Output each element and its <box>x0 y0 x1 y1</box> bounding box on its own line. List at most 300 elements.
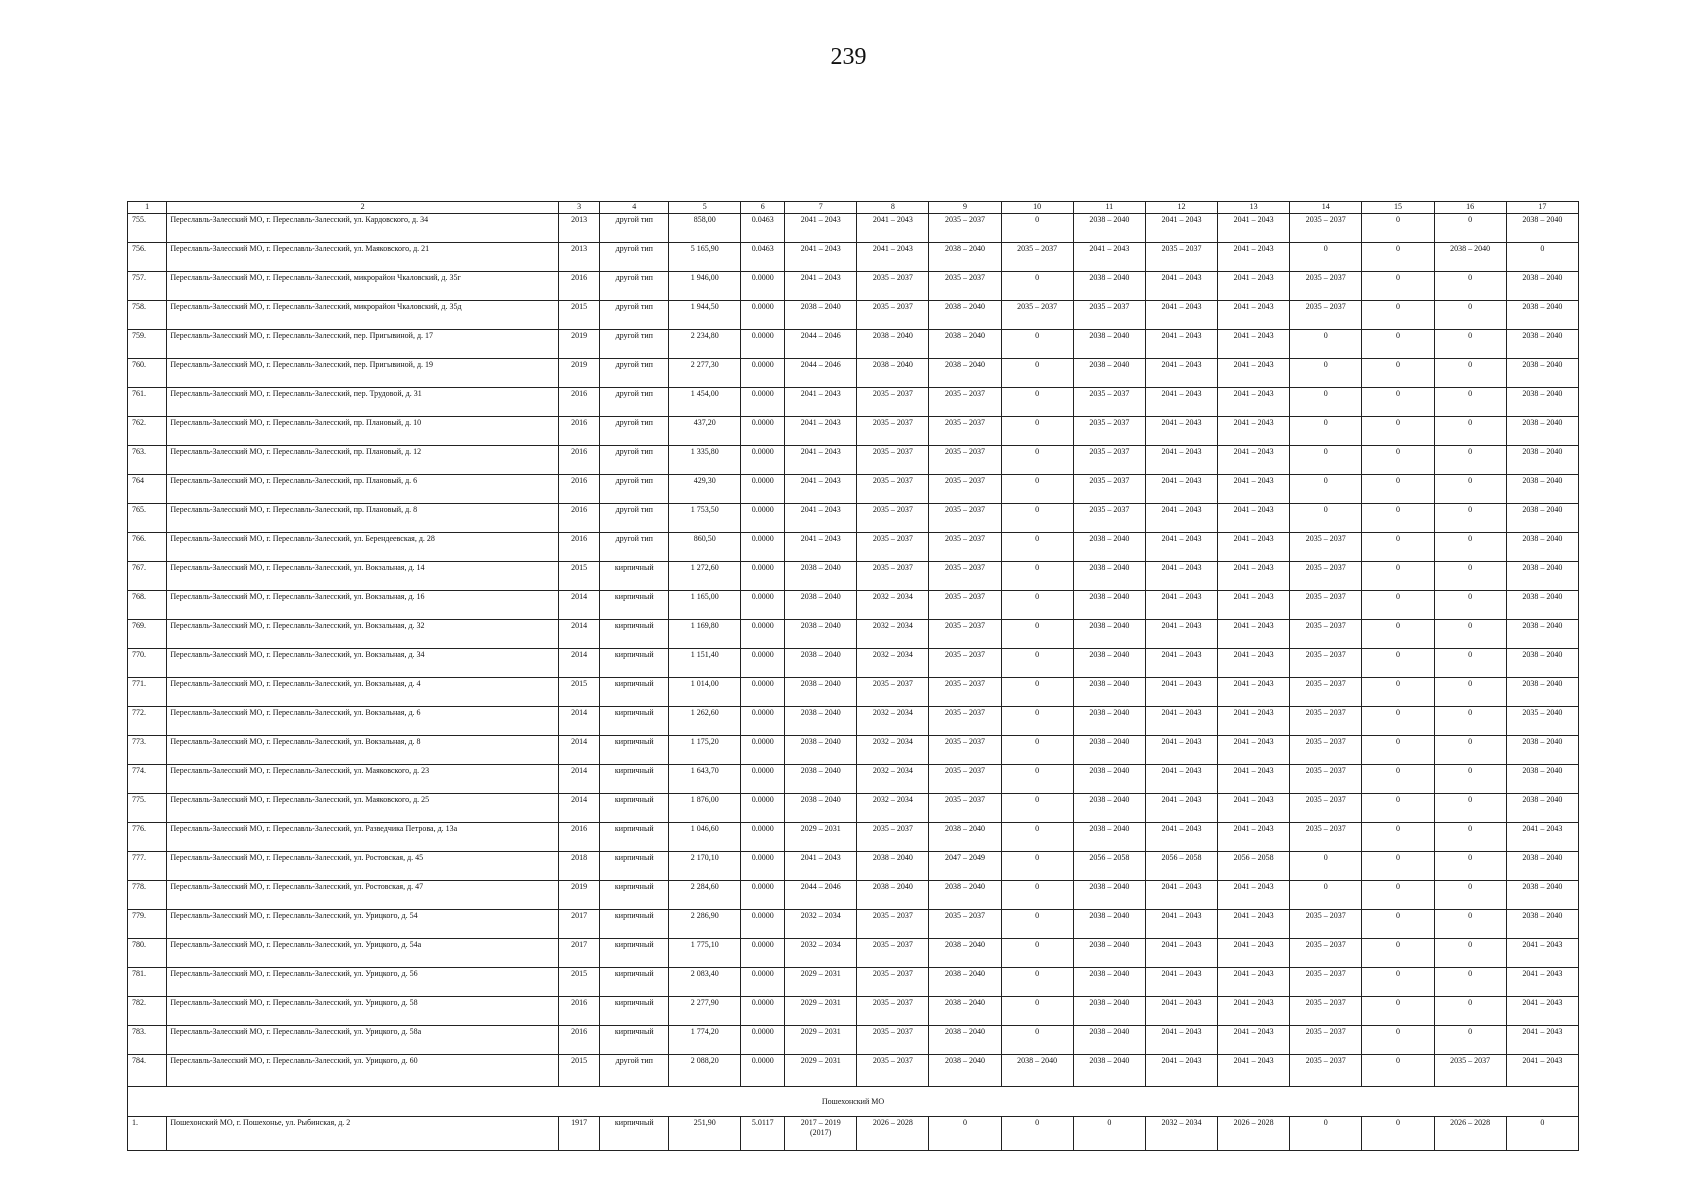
address-cell: Переславль-Залесский МО, г. Переславль-Залесский, ул. Вокзальная, д. 14 <box>167 562 558 591</box>
table-cell: другой тип <box>600 504 669 533</box>
table-cell: 2035 – 2037 <box>1290 823 1362 852</box>
table-cell: 0 <box>1001 968 1073 997</box>
table-container <box>127 201 1579 1151</box>
table-cell: 0 <box>1362 243 1434 272</box>
table-cell: 2041 – 2043 <box>1145 446 1217 475</box>
table-cell: 0 <box>1434 562 1506 591</box>
column-number: 13 <box>1218 202 1290 214</box>
table-cell: 2041 – 2043 <box>1218 1055 1290 1087</box>
table-cell: 1 169,80 <box>669 620 741 649</box>
table-cell: 0.0000 <box>741 620 785 649</box>
table-cell: 2035 – 2037 <box>929 446 1001 475</box>
table-row <box>128 330 1579 359</box>
table-row <box>128 591 1579 620</box>
table-cell: 0 <box>1290 330 1362 359</box>
table-cell: 2035 – 2037 <box>1145 243 1217 272</box>
table-cell: 2038 – 2040 <box>1073 562 1145 591</box>
table-cell: 0 <box>1001 388 1073 417</box>
table-cell: 0.0000 <box>741 533 785 562</box>
table-cell: 2035 – 2037 <box>1073 301 1145 330</box>
table-cell: 2038 – 2040 <box>929 939 1001 968</box>
table-cell: 2029 – 2031 <box>785 997 857 1026</box>
table-cell: 2041 – 2043 <box>1145 823 1217 852</box>
table-cell: 2041 – 2043 <box>785 388 857 417</box>
table-cell: 0 <box>1434 330 1506 359</box>
table-cell: 2035 – 2037 <box>857 301 929 330</box>
table-cell: 2035 – 2037 <box>929 562 1001 591</box>
row-number: 771. <box>128 678 167 707</box>
table-cell: 2035 – 2037 <box>1290 997 1362 1026</box>
table-cell: 0.0463 <box>741 214 785 243</box>
table-cell: 0 <box>1506 1117 1578 1151</box>
table-cell: 2041 – 2043 <box>1145 910 1217 939</box>
table-cell: 2038 – 2040 <box>1506 765 1578 794</box>
table-cell: 5.0117 <box>741 1117 785 1151</box>
table-row <box>128 852 1579 881</box>
row-number: 772. <box>128 707 167 736</box>
table-cell: 0 <box>1362 359 1434 388</box>
table-cell: 2038 – 2040 <box>1506 620 1578 649</box>
table-cell: 0 <box>1290 504 1362 533</box>
table-cell: 2035 – 2037 <box>929 417 1001 446</box>
table-cell: кирпичный <box>600 678 669 707</box>
table-cell: кирпичный <box>600 997 669 1026</box>
table-cell: 0 <box>1434 707 1506 736</box>
table-cell: 0.0000 <box>741 504 785 533</box>
table-cell: 2041 – 2043 <box>785 533 857 562</box>
row-number: 1. <box>128 1117 167 1151</box>
table-cell: 2035 – 2037 <box>929 591 1001 620</box>
table-cell: 2041 – 2043 <box>1218 794 1290 823</box>
table-cell: 0 <box>1290 1117 1362 1151</box>
address-cell: Переславль-Залесский МО, г. Переславль-Залесский, ул. Вокзальная, д. 4 <box>167 678 558 707</box>
table-cell: 2041 – 2043 <box>1218 272 1290 301</box>
row-number: 779. <box>128 910 167 939</box>
table-cell: 2041 – 2043 <box>1218 504 1290 533</box>
table-cell: 2038 – 2040 <box>1073 359 1145 388</box>
table-cell: 2038 – 2040 <box>1073 968 1145 997</box>
table-cell: 2035 – 2037 <box>1290 272 1362 301</box>
table-cell: 2035 – 2037 <box>929 910 1001 939</box>
table-row <box>128 997 1579 1026</box>
table-cell: 2041 – 2043 <box>1145 997 1217 1026</box>
table-cell: 0 <box>1290 359 1362 388</box>
table-cell: 2041 – 2043 <box>785 446 857 475</box>
table-cell: 0 <box>1001 1026 1073 1055</box>
table-cell: 2041 – 2043 <box>785 272 857 301</box>
table-cell: 2044 – 2046 <box>785 359 857 388</box>
table-cell: 2041 – 2043 <box>1145 533 1217 562</box>
row-number: 762. <box>128 417 167 446</box>
table-cell: 2041 – 2043 <box>785 243 857 272</box>
table-cell: 2 277,30 <box>669 359 741 388</box>
table-cell: 2041 – 2043 <box>1218 359 1290 388</box>
column-number: 1 <box>128 202 167 214</box>
housing-repair-schedule-table <box>127 201 1579 1151</box>
table-cell: 2038 – 2040 <box>929 881 1001 910</box>
row-number: 757. <box>128 272 167 301</box>
table-cell: 2014 <box>558 620 600 649</box>
table-cell: 2 088,20 <box>669 1055 741 1087</box>
table-cell: 2038 – 2040 <box>1506 794 1578 823</box>
table-cell: 0 <box>1506 243 1578 272</box>
table-cell: другой тип <box>600 330 669 359</box>
row-number: 777. <box>128 852 167 881</box>
table-cell: 2041 – 2043 <box>1145 301 1217 330</box>
table-cell: 0 <box>1362 910 1434 939</box>
table-cell: 0 <box>1290 446 1362 475</box>
row-number: 775. <box>128 794 167 823</box>
table-cell: 2013 <box>558 243 600 272</box>
table-cell: кирпичный <box>600 852 669 881</box>
table-cell: 2035 – 2037 <box>857 823 929 852</box>
row-number: 767. <box>128 562 167 591</box>
table-cell: 2016 <box>558 533 600 562</box>
table-cell: 2041 – 2043 <box>1218 388 1290 417</box>
table-cell: 2038 – 2040 <box>1073 765 1145 794</box>
table-cell: 0 <box>1434 417 1506 446</box>
table-cell: 251,90 <box>669 1117 741 1151</box>
table-cell: 0 <box>1290 388 1362 417</box>
table-cell: 0.0000 <box>741 359 785 388</box>
table-cell: 0 <box>1001 939 1073 968</box>
table-cell: 2035 – 2037 <box>857 1026 929 1055</box>
table-cell: 2038 – 2040 <box>1506 446 1578 475</box>
table-cell: кирпичный <box>600 910 669 939</box>
address-cell: Переславль-Залесский МО, г. Переславль-Залесский, ул. Разведчика Петрова, д. 13а <box>167 823 558 852</box>
table-row <box>128 620 1579 649</box>
table-cell: 0 <box>1362 997 1434 1026</box>
table-cell: 2041 – 2043 <box>1218 1026 1290 1055</box>
table-cell: 2041 – 2043 <box>1218 678 1290 707</box>
column-number: 6 <box>741 202 785 214</box>
row-number: 783. <box>128 1026 167 1055</box>
row-number: 773. <box>128 736 167 765</box>
column-number: 16 <box>1434 202 1506 214</box>
table-cell: 0 <box>1434 591 1506 620</box>
table-cell: 2041 – 2043 <box>1145 968 1217 997</box>
table-cell: 860,50 <box>669 533 741 562</box>
table-cell: 2038 – 2040 <box>1073 620 1145 649</box>
table-cell: 2019 <box>558 881 600 910</box>
table-cell: 0.0000 <box>741 1026 785 1055</box>
table-cell: 2056 – 2058 <box>1073 852 1145 881</box>
table-cell: 2041 – 2043 <box>1218 968 1290 997</box>
table-cell: 0 <box>1434 446 1506 475</box>
period-year: (2017) <box>810 1128 832 1137</box>
table-cell: 2038 – 2040 <box>929 1026 1001 1055</box>
table-cell: 2041 – 2043 <box>785 852 857 881</box>
table-cell: 0.0000 <box>741 968 785 997</box>
table-cell: 2026 – 2028 <box>1434 1117 1506 1151</box>
table-cell: 2041 – 2043 <box>1145 794 1217 823</box>
table-cell: 2041 – 2043 <box>1218 301 1290 330</box>
row-number: 784. <box>128 1055 167 1087</box>
table-cell: 429,30 <box>669 475 741 504</box>
table-cell: 2038 – 2040 <box>929 301 1001 330</box>
table-cell: 2035 – 2037 <box>1001 301 1073 330</box>
table-cell: 2016 <box>558 1026 600 1055</box>
table-cell: 2041 – 2043 <box>1218 765 1290 794</box>
column-number: 7 <box>785 202 857 214</box>
table-cell: 2038 – 2040 <box>785 765 857 794</box>
table-cell: 0 <box>1001 852 1073 881</box>
table-cell: 2035 – 2037 <box>1290 707 1362 736</box>
table-cell: 2038 – 2040 <box>1073 736 1145 765</box>
table-cell: 2016 <box>558 504 600 533</box>
column-number: 5 <box>669 202 741 214</box>
table-cell: 2035 – 2037 <box>1073 504 1145 533</box>
row-number: 782. <box>128 997 167 1026</box>
table-cell: 0 <box>1362 1026 1434 1055</box>
table-cell: 2 277,90 <box>669 997 741 1026</box>
table-cell: 0.0000 <box>741 301 785 330</box>
table-cell: 2035 – 2037 <box>857 939 929 968</box>
address-cell: Переславль-Залесский МО, г. Переславль-Залесский, ул. Маяковского, д. 21 <box>167 243 558 272</box>
table-cell: 2041 – 2043 <box>785 504 857 533</box>
table-cell: 2038 – 2040 <box>1073 1026 1145 1055</box>
table-cell: 2038 – 2040 <box>929 997 1001 1026</box>
column-number: 4 <box>600 202 669 214</box>
row-number: 763. <box>128 446 167 475</box>
address-cell: Переславль-Залесский МО, г. Переславль-Залесский, ул. Вокзальная, д. 6 <box>167 707 558 736</box>
table-cell: 2041 – 2043 <box>785 475 857 504</box>
table-cell: 0 <box>1434 475 1506 504</box>
table-cell: 0 <box>1362 1117 1434 1151</box>
table-cell: 0 <box>1362 272 1434 301</box>
table-cell: 0 <box>1290 417 1362 446</box>
table-cell: 2035 – 2037 <box>1290 939 1362 968</box>
table-cell: 1 876,00 <box>669 794 741 823</box>
table-cell: 2026 – 2028 <box>857 1117 929 1151</box>
table-cell: 2038 – 2040 <box>1073 1055 1145 1087</box>
row-number: 756. <box>128 243 167 272</box>
table-cell: 1 944,50 <box>669 301 741 330</box>
table-cell: 2038 – 2040 <box>929 968 1001 997</box>
table-cell: 0 <box>1362 1055 1434 1087</box>
table-cell: 0 <box>1434 620 1506 649</box>
table-cell: 2032 – 2034 <box>857 765 929 794</box>
column-number: 2 <box>167 202 558 214</box>
table-cell: 2016 <box>558 388 600 417</box>
address-cell: Переславль-Залесский МО, г. Переславль-Залесский, ул. Урицкого, д. 58 <box>167 997 558 1026</box>
table-cell: 2035 – 2037 <box>1290 301 1362 330</box>
table-cell: 0 <box>1434 736 1506 765</box>
table-row <box>128 272 1579 301</box>
table-cell: 2015 <box>558 678 600 707</box>
row-number: 778. <box>128 881 167 910</box>
table-cell: 0 <box>1362 620 1434 649</box>
table-cell: 2016 <box>558 272 600 301</box>
table-cell: 0 <box>1362 417 1434 446</box>
table-cell: 2041 – 2043 <box>1218 214 1290 243</box>
table-cell: 2029 – 2031 <box>785 968 857 997</box>
table-cell: 2035 – 2037 <box>1290 910 1362 939</box>
table-cell: 2035 – 2037 <box>1290 591 1362 620</box>
table-cell: 2035 – 2037 <box>929 504 1001 533</box>
table-cell: 0.0000 <box>741 446 785 475</box>
table-cell: 2038 – 2040 <box>1506 591 1578 620</box>
table-cell: 1917 <box>558 1117 600 1151</box>
table-cell: 2035 – 2037 <box>1290 968 1362 997</box>
table-cell: 0 <box>1073 1117 1145 1151</box>
table-cell: 2041 – 2043 <box>1506 823 1578 852</box>
table-cell: 2035 – 2037 <box>1073 446 1145 475</box>
table-cell: 5 165,90 <box>669 243 741 272</box>
table-cell: 2038 – 2040 <box>1506 388 1578 417</box>
table-cell: другой тип <box>600 533 669 562</box>
table-cell: кирпичный <box>600 620 669 649</box>
address-cell: Переславль-Залесский МО, г. Переславль-Залесский, пр. Плановый, д. 12 <box>167 446 558 475</box>
row-number: 781. <box>128 968 167 997</box>
table-cell: 1 046,60 <box>669 823 741 852</box>
address-cell: Переславль-Залесский МО, г. Переславль-Залесский, ул. Урицкого, д. 54а <box>167 939 558 968</box>
table-cell: 0 <box>1362 214 1434 243</box>
table-cell: 2035 – 2037 <box>1434 1055 1506 1087</box>
table-cell: 2016 <box>558 475 600 504</box>
table-cell: 2041 – 2043 <box>857 243 929 272</box>
table-cell: 0 <box>1290 881 1362 910</box>
table-cell: 0.0000 <box>741 765 785 794</box>
table-cell: 0.0000 <box>741 649 785 678</box>
address-cell: Переславль-Залесский МО, г. Переславль-Залесский, ул. Кардовского, д. 34 <box>167 214 558 243</box>
table-cell: 0 <box>1434 649 1506 678</box>
table-cell: кирпичный <box>600 736 669 765</box>
table-cell: 0 <box>1001 823 1073 852</box>
table-cell: 0.0000 <box>741 388 785 417</box>
table-cell: 2032 – 2034 <box>785 939 857 968</box>
table-cell: 2035 – 2037 <box>1290 736 1362 765</box>
table-cell: 2038 – 2040 <box>1506 330 1578 359</box>
table-cell: 2016 <box>558 823 600 852</box>
table-cell: 0 <box>1434 1026 1506 1055</box>
table-cell: другой тип <box>600 301 669 330</box>
table-cell: 2038 – 2040 <box>929 823 1001 852</box>
table-cell: 0.0000 <box>741 910 785 939</box>
table-cell: 2013 <box>558 214 600 243</box>
table-cell: 0 <box>1362 649 1434 678</box>
row-number: 765. <box>128 504 167 533</box>
table-cell: 2035 – 2037 <box>929 736 1001 765</box>
table-cell: 2035 – 2037 <box>1290 533 1362 562</box>
table-row <box>128 1026 1579 1055</box>
table-cell: 2038 – 2040 <box>1073 533 1145 562</box>
column-number: 8 <box>857 202 929 214</box>
table-cell: 0 <box>1362 707 1434 736</box>
table-row <box>128 475 1579 504</box>
table-cell: 2038 – 2040 <box>1506 301 1578 330</box>
table-cell: 2035 – 2037 <box>1001 243 1073 272</box>
table-cell: 0 <box>1001 678 1073 707</box>
column-number: 12 <box>1145 202 1217 214</box>
table-cell: 2041 – 2043 <box>1145 649 1217 678</box>
table-cell: 0 <box>1434 301 1506 330</box>
table-cell: 0 <box>1434 939 1506 968</box>
table-cell: кирпичный <box>600 968 669 997</box>
table-cell: 1 175,20 <box>669 736 741 765</box>
table-cell: 0 <box>1434 359 1506 388</box>
table-cell: другой тип <box>600 1055 669 1087</box>
table-cell: 0 <box>1434 823 1506 852</box>
address-cell: Переславль-Залесский МО, г. Переславль-Залесский, ул. Маяковского, д. 23 <box>167 765 558 794</box>
row-number: 759. <box>128 330 167 359</box>
table-cell: другой тип <box>600 243 669 272</box>
address-cell: Переславль-Залесский МО, г. Переславль-Залесский, пер. Пригывиной, д. 17 <box>167 330 558 359</box>
table-cell: 2041 – 2043 <box>1073 243 1145 272</box>
table-cell: кирпичный <box>600 707 669 736</box>
table-cell: 2056 – 2058 <box>1218 852 1290 881</box>
table-cell: 2041 – 2043 <box>1145 359 1217 388</box>
table-cell: 0.0463 <box>741 243 785 272</box>
table-cell: 2041 – 2043 <box>1145 272 1217 301</box>
table-cell: 2035 – 2037 <box>857 968 929 997</box>
table-cell: 2041 – 2043 <box>1218 533 1290 562</box>
table-cell: 0.0000 <box>741 736 785 765</box>
table-cell: 0 <box>1290 475 1362 504</box>
table-cell: 0 <box>1001 214 1073 243</box>
table-cell: 2015 <box>558 301 600 330</box>
table-row <box>128 881 1579 910</box>
table-cell: 2038 – 2040 <box>1506 504 1578 533</box>
table-cell: 2014 <box>558 765 600 794</box>
table-row <box>128 649 1579 678</box>
table-cell: 2035 – 2037 <box>1290 562 1362 591</box>
address-cell: Переславль-Залесский МО, г. Переславль-Залесский, ул. Урицкого, д. 60 <box>167 1055 558 1087</box>
table-cell: 2038 – 2040 <box>1073 910 1145 939</box>
table-cell: 2038 – 2040 <box>1506 359 1578 388</box>
table-cell: 2041 – 2043 <box>1506 1055 1578 1087</box>
table-cell: кирпичный <box>600 562 669 591</box>
row-number: 768. <box>128 591 167 620</box>
table-cell: 2038 – 2040 <box>1073 330 1145 359</box>
row-number: 764 <box>128 475 167 504</box>
table-row <box>128 823 1579 852</box>
table-cell: 2041 – 2043 <box>1506 968 1578 997</box>
period-range: 2017 – 2019 <box>800 1118 841 1127</box>
row-number: 761. <box>128 388 167 417</box>
table-cell: 2014 <box>558 794 600 823</box>
table-cell: 2038 – 2040 <box>1506 736 1578 765</box>
table-cell: 2038 – 2040 <box>1073 939 1145 968</box>
table-cell: 2016 <box>558 997 600 1026</box>
table-cell: 2032 – 2034 <box>857 649 929 678</box>
table-cell: 2038 – 2040 <box>1506 881 1578 910</box>
table-cell: 2041 – 2043 <box>1145 939 1217 968</box>
table-cell: кирпичный <box>600 823 669 852</box>
table-cell: 0 <box>1362 562 1434 591</box>
table-cell: 2032 – 2034 <box>785 910 857 939</box>
table-cell: 2038 – 2040 <box>1073 823 1145 852</box>
table-cell: 2035 – 2037 <box>857 997 929 1026</box>
table-cell: 2035 – 2037 <box>929 707 1001 736</box>
table-cell: 2041 – 2043 <box>1218 910 1290 939</box>
table-row <box>128 968 1579 997</box>
table-cell: 2019 <box>558 359 600 388</box>
table-cell: 0 <box>1362 678 1434 707</box>
table-cell: кирпичный <box>600 1117 669 1151</box>
table-cell: 2038 – 2040 <box>929 243 1001 272</box>
row-number: 774. <box>128 765 167 794</box>
table-row <box>128 504 1579 533</box>
address-cell: Переславль-Залесский МО, г. Переславль-Залесский, ул. Вокзальная, д. 34 <box>167 649 558 678</box>
table-cell: 0 <box>1001 533 1073 562</box>
row-number: 776. <box>128 823 167 852</box>
address-cell: Переславль-Залесский МО, г. Переславль-Залесский, микрорайон Чкаловский, д. 35г <box>167 272 558 301</box>
table-cell: 0 <box>1001 330 1073 359</box>
table-cell: 2041 – 2043 <box>1218 707 1290 736</box>
table-cell: 2035 – 2037 <box>857 504 929 533</box>
table-cell: 2035 – 2037 <box>1290 1055 1362 1087</box>
